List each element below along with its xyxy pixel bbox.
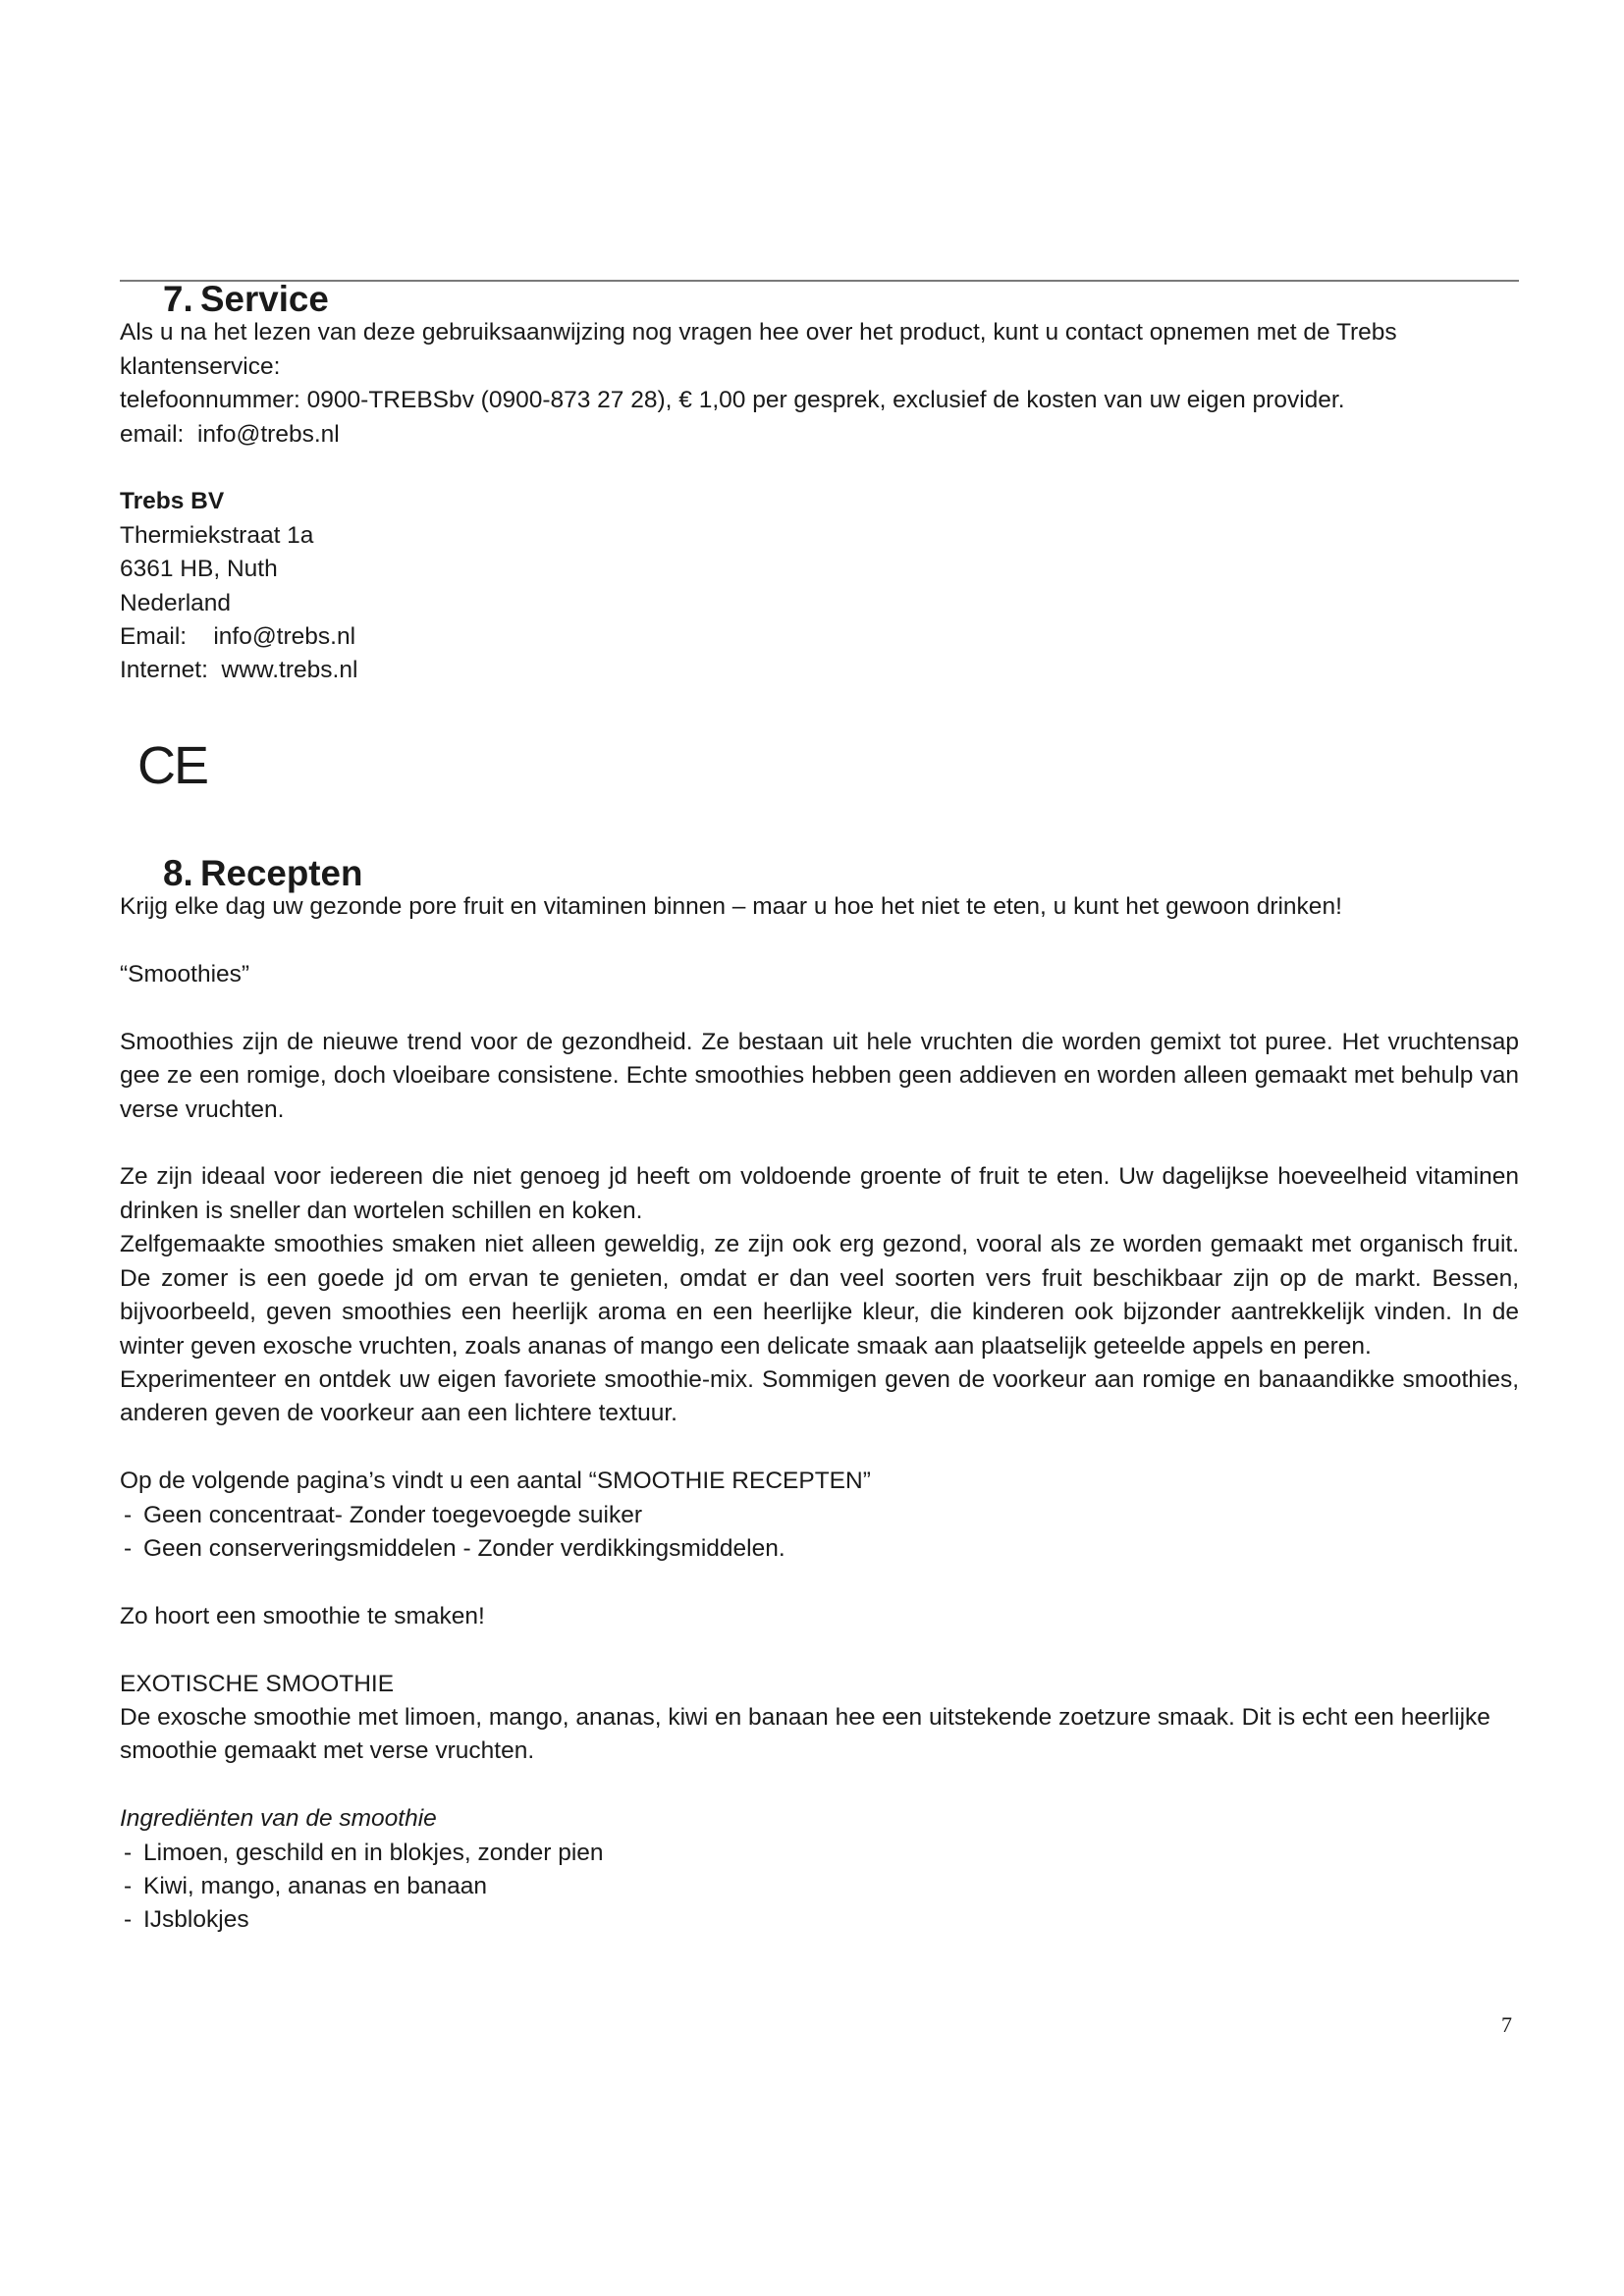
section-number: 7. — [163, 279, 193, 319]
smoothies-title: “Smoothies” — [120, 961, 250, 988]
header-rule — [120, 280, 1519, 282]
company-internet-label: Internet: — [120, 657, 208, 684]
tagline: Zo hoort een smoothie te smaken! — [120, 1602, 485, 1629]
ce-mark: CE — [137, 736, 208, 795]
service-email-line — [120, 418, 1519, 452]
list-item: - Limoen, geschild en in blokjes, zonder pien — [120, 1837, 1519, 1870]
smoothies-paragraph-4: Experimenteer en ontdek uw eigen favoriete smoothie-mix. Sommigen geven de voorkeur aan romige en banaandikke smoothies, anderen geven de voorkeur aan een lichtere textuur. — [120, 1365, 1519, 1427]
company-internet: www.trebs.nl — [221, 657, 358, 684]
smoothies-paragraph-1: Smoothies zijn de nieuwe trend voor de gezondheid. Ze bestaan uit hele vruchten die worden gemixt tot puree. Het vruchtensap gee ze een romige, doch vloeibare consistene. Echte smoothies hebben geen addieven en worden alleen gemaakt met behulp van verse vruchten. — [120, 1028, 1519, 1123]
company-name: Trebs BV — [120, 488, 225, 515]
ingredients-title: Ingrediënten van de smoothie — [120, 1805, 437, 1833]
company-street: Thermiekstraat 1a — [120, 521, 314, 549]
features-list — [120, 1499, 1519, 1567]
next-pages-note: Op de volgende pagina’s vindt u een aantal “SMOOTHIE RECEPTEN” — [120, 1468, 871, 1495]
email-label: email: — [120, 420, 185, 448]
section-title: Recepten — [200, 852, 363, 893]
ingredients-list — [120, 1837, 1519, 1938]
smoothies-paragraph-3: Zelfgemaakte smoothies smaken niet alleen geweldig, ze zijn ook erg gezond, vooral als ze worden gemaakt met organisch fruit. De zomer is een goede jd om ervan te genieten, omdat er dan veel soorten vers fruit beschikbaar zijn op de markt. Bessen, bijvoorbeeld, geven smoothies een heerlijk aroma en een heerlijke kleur, die kinderen ook bijzonder aantrekkelijk vinden. In de winter geven exosche vruchten, zoals ananas of mango een delicate smaak aan plaatselijk geteelde appels en peren. — [120, 1231, 1519, 1360]
company-postal: 6361 HB, Nuth — [120, 556, 278, 583]
company-country: Nederland — [120, 589, 232, 616]
exotic-smoothie-title: EXOTISCHE SMOOTHIE — [120, 1670, 395, 1697]
company-email: info@trebs.nl — [213, 623, 356, 651]
list-item: - Geen concentraat- Zonder toegevoegde suiker — [120, 1499, 1519, 1532]
section-title: Service — [200, 279, 329, 319]
list-item: - IJsblokjes — [120, 1903, 1519, 1937]
page-number: 7 — [1501, 2012, 1512, 2037]
list-item: - Kiwi, mango, ananas en banaan — [120, 1870, 1519, 1903]
service-intro: Als u na het lezen van deze gebruiksaanwijzing nog vragen hee over het product, kunt u contact opnemen met de Trebs klantenservice: — [120, 319, 1397, 380]
service-email: info@trebs.nl — [196, 420, 340, 448]
company-email-line — [120, 620, 1519, 654]
section-heading-service — [120, 279, 1519, 319]
service-phone: telefoonnummer: 0900-TREBSbv (0900-873 27 28), € 1,00 per gesprek, exclusief de kosten van uw eigen provider. — [120, 387, 1345, 414]
section-number: 8. — [163, 852, 193, 893]
company-email-label: Email: — [120, 623, 188, 651]
section-heading-recepten — [120, 852, 1519, 893]
smoothies-paragraph-2: Ze zijn ideaal voor iedereen die niet genoeg jd heeft om voldoende groente of fruit te eten. Uw dagelijkse hoeveelheid vitaminen drinken is sneller dan wortelen schillen en koken. — [120, 1163, 1519, 1224]
page-content — [120, 279, 1519, 1938]
exotic-smoothie-description: De exosche smoothie met limoen, mango, ananas, kiwi en banaan hee een uitstekende zoetzure smaak. Dit is echt een heerlijke smoothie gemaakt met verse vruchten. — [120, 1703, 1490, 1765]
recipes-intro: Krijg elke dag uw gezonde pore fruit en vitaminen binnen – maar u hoe het niet te eten, u kunt het gewoon drinken! — [120, 893, 1342, 921]
company-internet-line — [120, 654, 1519, 687]
list-item: - Geen conserveringsmiddelen - Zonder verdikkingsmiddelen. — [120, 1532, 1519, 1566]
